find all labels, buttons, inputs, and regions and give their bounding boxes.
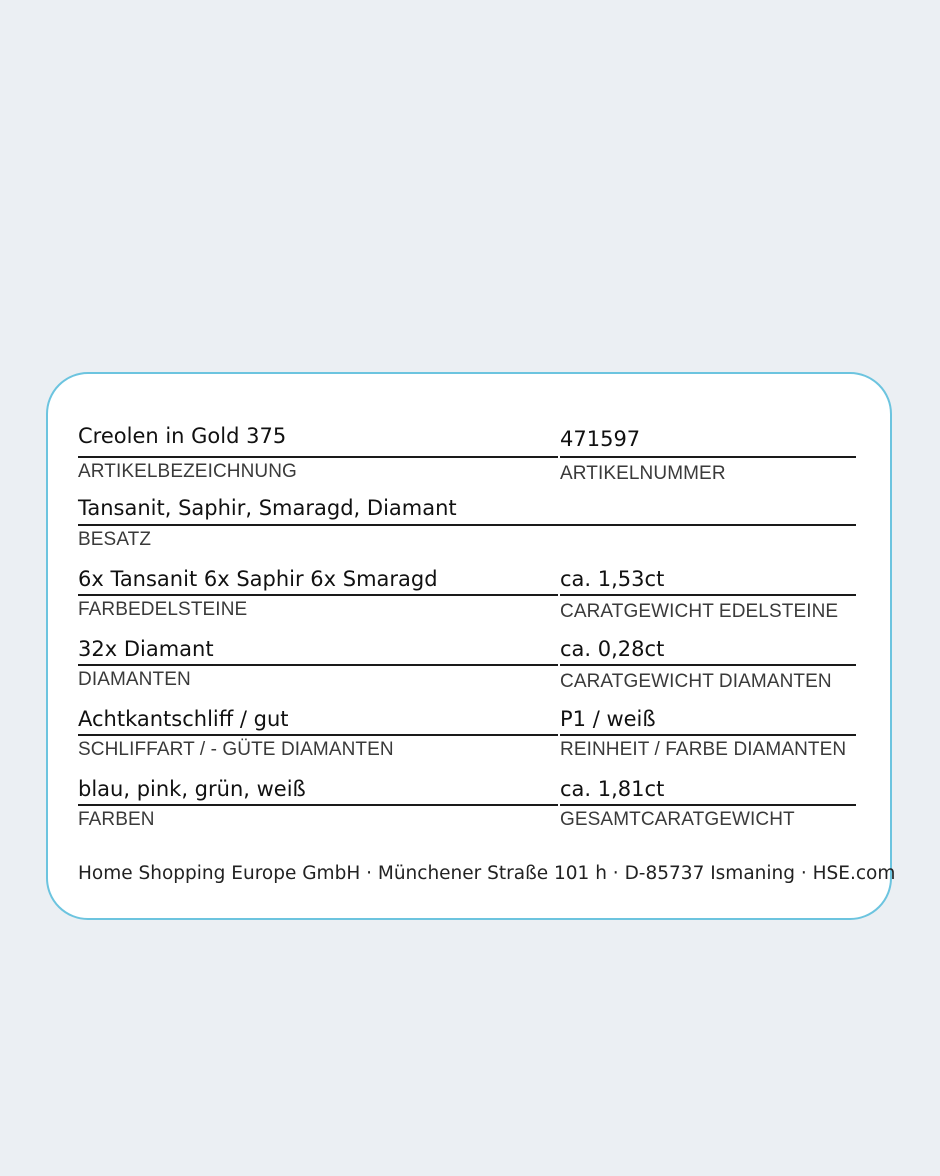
divider-line	[78, 456, 558, 458]
divider-line	[560, 734, 856, 736]
besatz-field	[78, 496, 858, 551]
divider-line	[560, 804, 856, 806]
farbedelsteine-value: 6x Tansanit 6x Saphir 6x Smaragd	[78, 567, 438, 591]
reinheit-field	[560, 707, 858, 761]
farbedelsteine-field	[78, 567, 528, 621]
gesamtcaratgewicht-field	[560, 777, 858, 831]
caratgewicht-diamanten-field	[560, 637, 858, 693]
artikelbezeichnung-field	[78, 424, 528, 483]
farben-value: blau, pink, grün, weiß	[78, 777, 306, 801]
caratgewicht-diamanten-value: ca. 0,28ct	[560, 637, 665, 661]
product-info-card	[46, 372, 896, 920]
schliffart-value: Achtkantschliff / gut	[78, 707, 289, 731]
divider-line	[78, 804, 558, 806]
reinheit-value: P1 / weiß	[560, 707, 656, 731]
besatz-value: Tansanit, Saphir, Smaragd, Diamant	[78, 496, 457, 520]
company-footer: Home Shopping Europe GmbH · Münchener Straße 101 h · D-85737 Ismaning · HSE.com	[78, 863, 896, 884]
farben-field	[78, 777, 528, 831]
besatz-label: BESATZ	[78, 529, 152, 550]
artikelnummer-value: 471597	[560, 427, 641, 451]
caratgewicht-edelsteine-label: CARATGEWICHT EDELSTEINE	[560, 601, 839, 622]
caratgewicht-diamanten-label: CARATGEWICHT DIAMANTEN	[560, 671, 832, 692]
caratgewicht-edelsteine-value: ca. 1,53ct	[560, 567, 665, 591]
artikelnummer-field	[560, 427, 858, 485]
artikelbezeichnung-value: Creolen in Gold 375	[78, 424, 287, 448]
divider-line	[78, 594, 558, 596]
diamanten-field	[78, 637, 528, 691]
artikelnummer-label: ARTIKELNUMMER	[560, 463, 726, 484]
divider-line	[560, 664, 856, 666]
artikelbezeichnung-label: ARTIKELBEZEICHNUNG	[78, 461, 297, 482]
schliffart-field	[78, 707, 528, 761]
divider-line	[560, 456, 856, 458]
divider-line	[78, 524, 856, 526]
diamanten-value: 32x Diamant	[78, 637, 214, 661]
gesamtcaratgewicht-label: GESAMTCARATGEWICHT	[560, 809, 795, 830]
divider-line	[78, 734, 558, 736]
farben-label: FARBEN	[78, 809, 155, 830]
divider-line	[560, 594, 856, 596]
reinheit-label: REINHEIT / FARBE DIAMANTEN	[560, 739, 847, 760]
schliffart-label: SCHLIFFART / - GÜTE DIAMANTEN	[78, 739, 394, 760]
diamanten-label: DIAMANTEN	[78, 669, 191, 690]
gesamtcaratgewicht-value: ca. 1,81ct	[560, 777, 665, 801]
divider-line	[78, 664, 558, 666]
caratgewicht-edelsteine-field	[560, 567, 858, 623]
farbedelsteine-label: FARBEDELSTEINE	[78, 599, 248, 620]
